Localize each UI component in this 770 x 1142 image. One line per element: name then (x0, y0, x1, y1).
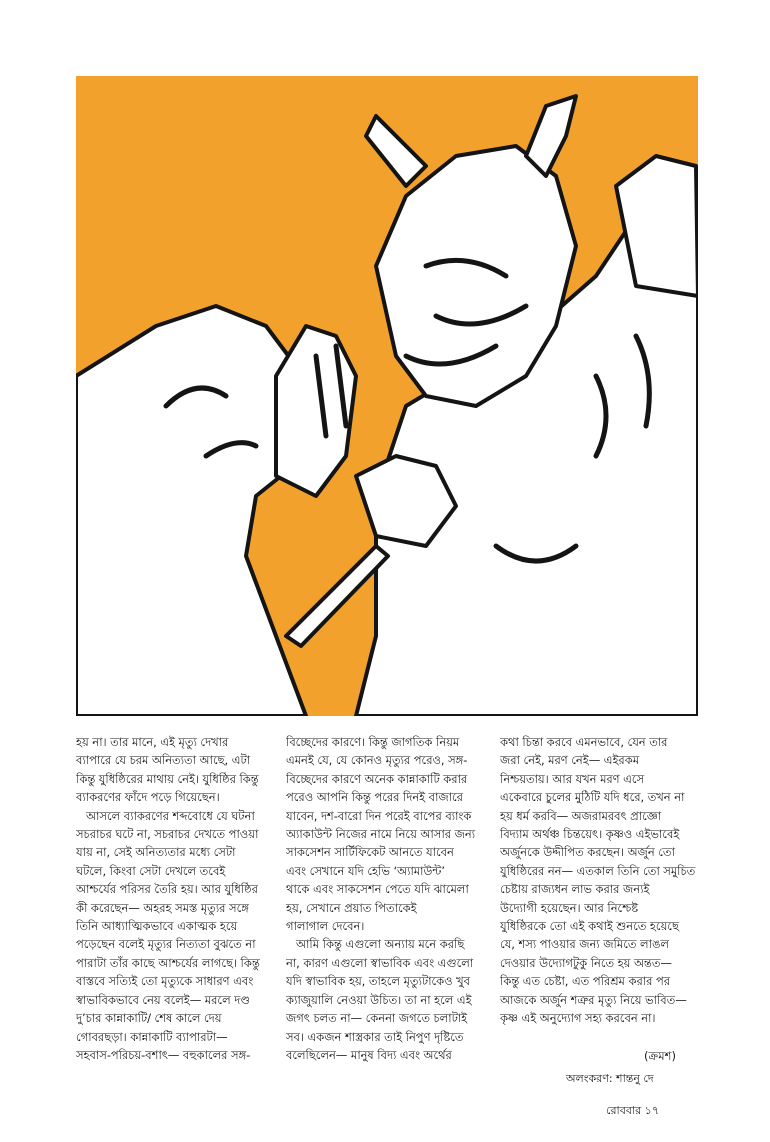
text-line: ব্যাকরণের ফাঁদে পড়ে গিয়েছেন। (76, 790, 220, 805)
text-column-2 (286, 733, 486, 1064)
text-line: না, কারণ এগুলো স্বাভাবিক এবং এগুলো (286, 955, 474, 970)
text-line: পারাটা তাঁর কাছে আশ্চর্যের লাগছে। কিন্তু (76, 955, 260, 970)
text-line: হয়, সেখানে প্রয়াত পিতাকেই (286, 900, 417, 915)
text-line: কিন্তু এত চেষ্টা, এত পরিশ্রম করার পর (500, 974, 671, 989)
text-line: ক্যাজুয়ালি নেওয়া উচিত। তা না হলে এই (286, 992, 472, 1007)
text-line: বিচ্ছেদের কারণে। কিন্তু জাগতিক নিয়ম (286, 735, 460, 749)
to-be-continued-note: (ক্রমশ) (644, 1049, 677, 1063)
text-line: একেবারে চুলের মুঠিটি যদি ধরে, তখন না (500, 790, 685, 805)
text-line: অ্যাকাউন্ট নিজের নামে নিয়ে আসার জন্য (286, 827, 476, 842)
text-line: হয় ধর্ম করবি— অজরামরবৎ প্রাজ্ঞো (500, 808, 662, 823)
text-line: যুধিষ্ঠিরের নন— এতকাল তিনি তো সমুচিত (500, 863, 696, 878)
text-line: আমি কিন্তু এগুলো অন্যায় মনে করছি (296, 937, 465, 952)
text-line: এবং সেখানে যদি হেভি ‘অ্যামাউন্ট’ (286, 863, 445, 878)
text-line: জরা নেই, মরণ নেই— এইরকম (500, 753, 640, 768)
text-line: ঘটলে, কিংবা সেটা দেখলে তবেই (76, 863, 226, 878)
text-line: ব্যাপারে যে চরম অনিত্যতা আছে, এটা (76, 753, 251, 768)
text-line: বিচ্ছেদের কারণে অনেক কান্নাকাটি করার (286, 771, 468, 786)
story-illustration (76, 76, 698, 716)
text-line: আশ্চর্যের পরিসর তৈরি হয়। আর যুধিষ্ঠির (76, 882, 258, 897)
text-line: গালাগাল দেবেন। (286, 919, 365, 934)
text-line: সব। একজন শাস্ত্রকার তাই নিপুণ দৃষ্টিতে (286, 1029, 464, 1044)
text-line: সচরাচর ঘটে না, সচরাচর দেখতে পাওয়া (76, 827, 259, 842)
text-line: কৃষ্ণ এই অনুদ্যোগ সহ্য করবেন না। (500, 1011, 656, 1026)
text-line: বাস্তবে সত্যিই তো মৃত্যুকে সাধারণ এবং (76, 974, 254, 989)
text-column-3 (500, 733, 700, 1028)
text-line: কথা চিন্তা করবে এমনভাবে, যেন তার (500, 735, 668, 749)
text-line: আসলে ব্যাকরণের শব্দবোধে যে ঘটনা (86, 808, 255, 823)
text-line: যুধিষ্ঠিরকে তো এই কথাই শুনতে হয়েছে (500, 919, 679, 934)
text-line: দু’চার কান্নাকাটি/ শেষ কালে দেয় (76, 1011, 222, 1026)
text-line: এমনই যে, যে কোনও মৃত্যুর পরেও, সঙ্গ- (286, 753, 468, 768)
text-line: পড়েছেন বলেই মৃত্যুর নিত্যতা বুঝতে না (76, 937, 256, 952)
text-line: কী করেছেন— অহরহ সমস্ত মৃত্যুর সঙ্গে (76, 900, 249, 915)
text-line: তিনি আধ্যাত্মিকভাবে একাত্মক হয়ে (76, 919, 238, 934)
text-line: অর্জুনকে উদ্দীপিত করছেন। অর্জুন তো (500, 845, 675, 860)
mythological-figures-illustration (76, 76, 698, 716)
text-line: স্বাভাবিকভাবে নেয় বলেই— মরলে দণ্ড (76, 992, 250, 1007)
text-line: যদি স্বাভাবিক হয়, তাহলে মৃত্যুটাকেও খুব (286, 974, 471, 989)
text-line: হয় না। তার মানে, এই মৃত্যু দেখার (76, 735, 229, 749)
text-line: পরেও আপনি কিন্তু পরের দিনই বাজারে (286, 790, 463, 805)
page-folio: রোববার ১৭ (606, 1104, 659, 1117)
text-line: সহবাস-পরিচয়-বশাৎ— বহুকালের সঙ্গ- (76, 1047, 251, 1062)
illustration-credit: অলংকরণ: শান্তনু দে (566, 1072, 654, 1085)
text-line: জগৎ চলত না— কেননা জগতে চলাটাই (286, 1011, 468, 1026)
text-line: যায় না, সেই অনিত্যতার মধ্যে সেটা (76, 845, 236, 860)
text-line: চেষ্টায় রাজ্যধন লাভ করার জন্যই (500, 882, 650, 897)
text-line: কিন্তু যুধিষ্ঠিরের মাথায় নেই। যুধিষ্ঠির কিন্তু (76, 771, 259, 786)
text-line: বলেছিলেন— মানুষ বিদ্য এবং অর্থের (286, 1047, 452, 1062)
text-line: নিশ্চয়তায়। আর যখন মরণ এসে (500, 771, 645, 786)
text-line: সাকসেশন সার্টিফিকেট আনতে যাবেন (286, 845, 454, 860)
text-line: আজকে অর্জুন শত্রুর মৃত্যু নিয়ে ভাবিত— (500, 992, 687, 1007)
text-line: যাবেন, দশ-বারো দিন পরেই বাপের ব্যাংক (286, 808, 472, 823)
text-line: থাকে এবং সাকসেশন পেতে যদি ঝামেলা (286, 882, 469, 897)
text-line: বিদ্যাম অর্থঞ্চ চিন্তয়েৎ। কৃষ্ণও এইভাবেই (500, 827, 680, 842)
text-line: উদ্যোগী হয়েছেন। আর নিশ্চেষ্ট (500, 900, 639, 915)
text-line: দেওয়ার উদ্যোগটুকু নিতে হয় অন্তত— (500, 955, 672, 970)
text-line: গোবরছড়া। কান্নাকাটি ব্যাপারটা— (76, 1029, 228, 1044)
text-column-1 (76, 733, 272, 1064)
text-line: যে, শস্য পাওয়ার জন্য জমিতে লাঙল (500, 937, 669, 952)
